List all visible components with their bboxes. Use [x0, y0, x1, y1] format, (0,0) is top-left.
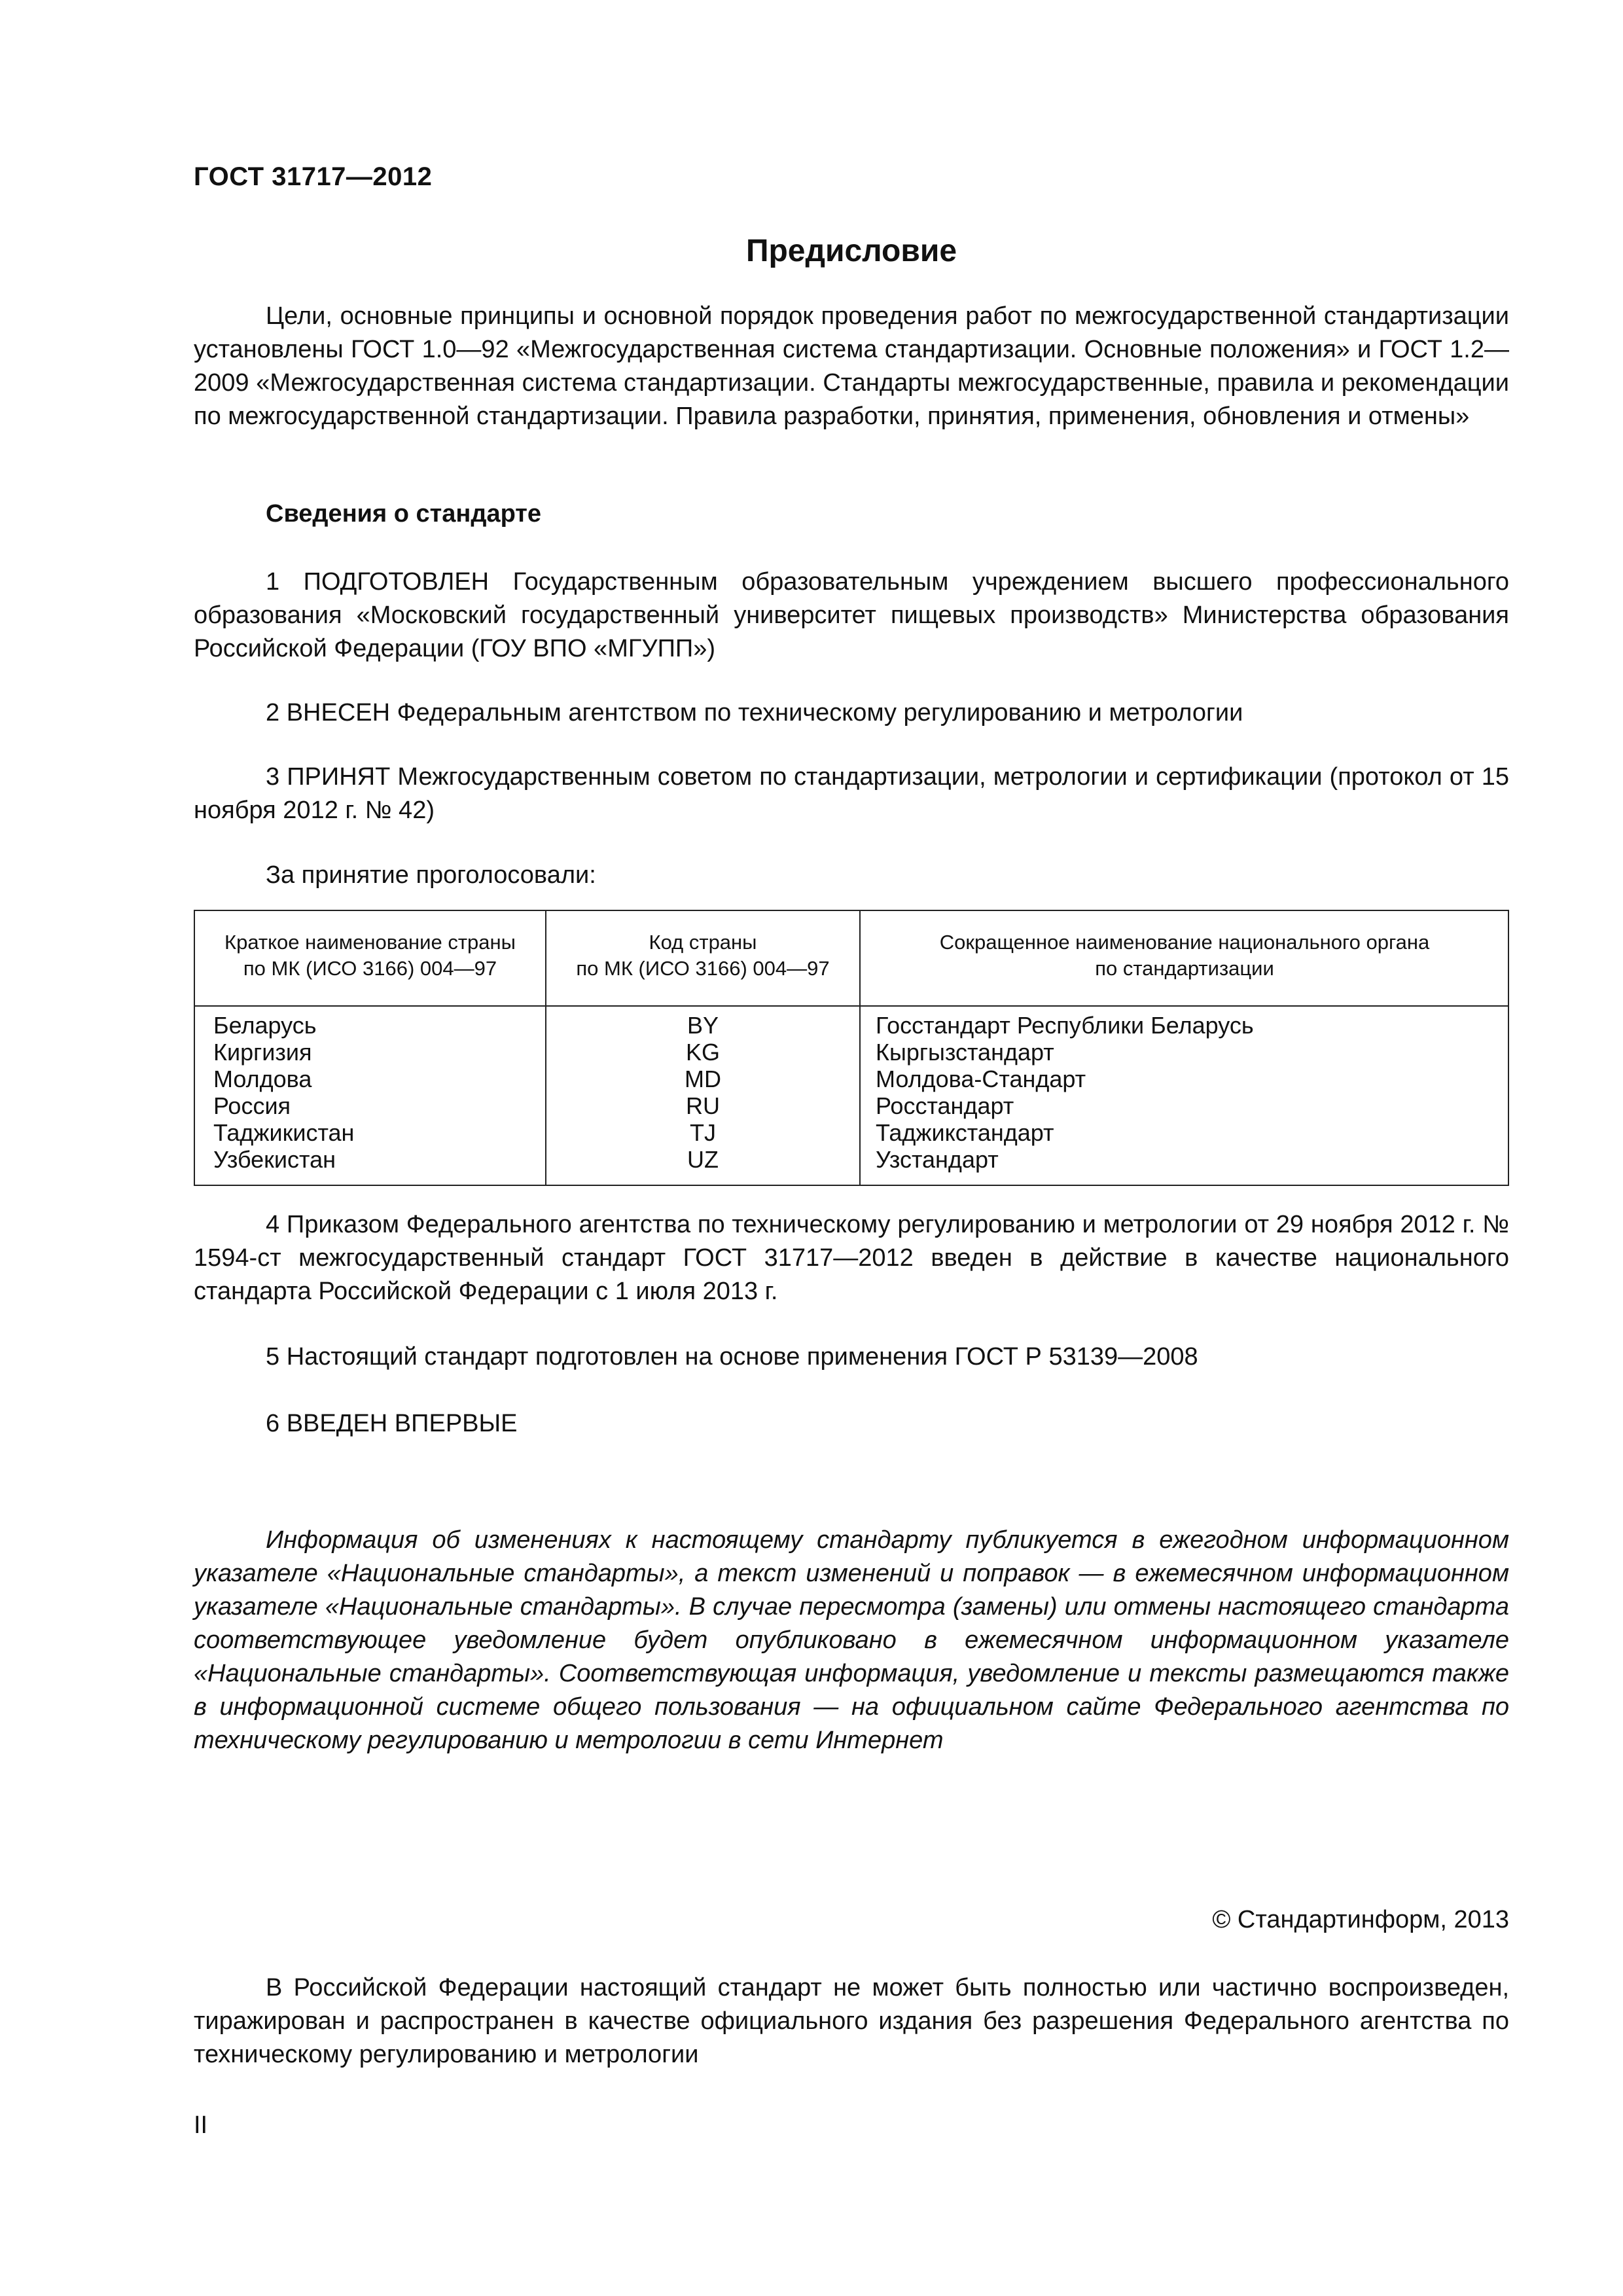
table-cell: Росстандарт — [876, 1092, 1014, 1119]
table-cell: MD — [685, 1066, 721, 1092]
national-bodies-column — [876, 1012, 1254, 1173]
section-heading: Сведения о стандарте — [266, 500, 542, 528]
intro-paragraph: Цели, основные принципы и основной порядок проведения работ по межгосударственной стандартизации установлены ГОСТ 1.0—92 «Межгосударственная система стандартизации. Основные положения» и ГОСТ 1.2—2009 «Межгосударственная система стандартизации. Стандарты межгосударственные, правила и рекомендации по межгосударственной стандартизации. Правила разработки, принятия, применения, обновления и отмены» — [194, 302, 1509, 430]
table-cell: KG — [685, 1039, 720, 1066]
amendments-notice: Информация об изменениях к настоящему стандарту публикуется в ежегодном информационном указателе «Национальные стандарты», а текст изменений и поправок — в ежемесячном информационном указателе «Национальные стандарты». В случае пересмотра (замены) или отмены настоящего стандарта соответствующее уведомление будет опубликовано в ежемесячном информационном указателе «Национальные стандарты». Соответствующая информация, уведомление и тексты размещаются также в информационной системе общего пользования — на официальном сайте Федерального агентства по техническому регулированию и метрологии в сети Интернет — [194, 1526, 1509, 1754]
item-1-paragraph: 1 ПОДГОТОВЛЕН Государственным образовательным учреждением высшего профессионального образования «Московский государственный университет пищевых производств» Министерства образования Российской Федерации (ГОУ ВПО «МГУПП») — [194, 568, 1509, 662]
table-cell: TJ — [690, 1119, 716, 1146]
legal-notice: В Российской Федерации настоящий стандарт не может быть полностью или частично воспроизведен, тиражирован и распространен в качестве официального издания без разрешения Федерального агентства по техническому регулированию и метрологии — [194, 1974, 1509, 2068]
item-4-paragraph: 4 Приказом Федерального агентства по техническому регулированию и метрологии от 29 ноября 2012 г. № 1594-ст межгосударственный стандарт ГОСТ 31717—2012 введен в действие в качестве национального стандарта Российской Федерации с 1 июля 2013 г. — [194, 1211, 1509, 1305]
document-code: ГОСТ 31717—2012 — [194, 162, 433, 191]
item-5-paragraph: 5 Настоящий стандарт подготовлен на основе применения ГОСТ Р 53139—2008 — [266, 1343, 1198, 1371]
table-cell: RU — [686, 1092, 720, 1119]
table-cell: Узбекистан — [213, 1146, 336, 1173]
page-number: II — [194, 2111, 208, 2139]
table-cell: Россия — [213, 1092, 291, 1119]
header-country-name: Краткое наименование страны по МК (ИСО 3166) 004—97 — [224, 931, 516, 980]
table-cell: Кыргызстандарт — [876, 1039, 1054, 1066]
header-country-code: Код страны по МК (ИСО 3166) 004—97 — [576, 931, 830, 980]
page-title: Предисловие — [745, 234, 957, 268]
country-names-column — [213, 1012, 354, 1173]
table-cell: UZ — [687, 1146, 719, 1173]
table-cell: Молдова — [213, 1066, 312, 1092]
table-cell: Киргизия — [213, 1039, 312, 1066]
table-cell: Госстандарт Республики Беларусь — [876, 1012, 1254, 1039]
country-codes-column — [546, 1012, 859, 1173]
table-cell: Молдова-Стандарт — [876, 1066, 1086, 1092]
item-6-paragraph: 6 ВВЕДЕН ВПЕРВЫЕ — [266, 1410, 518, 1437]
voted-label: За принятие проголосовали: — [266, 861, 596, 889]
table-cell: BY — [687, 1012, 719, 1039]
header-national-body: Сокращенное наименование национального органа по стандартизации — [939, 931, 1430, 980]
member-states-table — [194, 910, 1509, 1186]
table-cell: Таджикистан — [213, 1119, 355, 1146]
table-cell: Таджикстандарт — [876, 1119, 1054, 1146]
table-header-divider — [195, 1005, 1508, 1007]
table-cell: Узстандарт — [876, 1146, 999, 1173]
table-cell: Беларусь — [213, 1012, 317, 1039]
item-3-paragraph: 3 ПРИНЯТ Межгосударственным советом по стандартизации, метрологии и сертификации (протокол от 15 ноября 2012 г. № 42) — [194, 763, 1509, 824]
item-2-paragraph: 2 ВНЕСЕН Федеральным агентством по техническому регулированию и метрологии — [266, 699, 1243, 726]
copyright-line: © Стандартинформ, 2013 — [1212, 1906, 1509, 1933]
